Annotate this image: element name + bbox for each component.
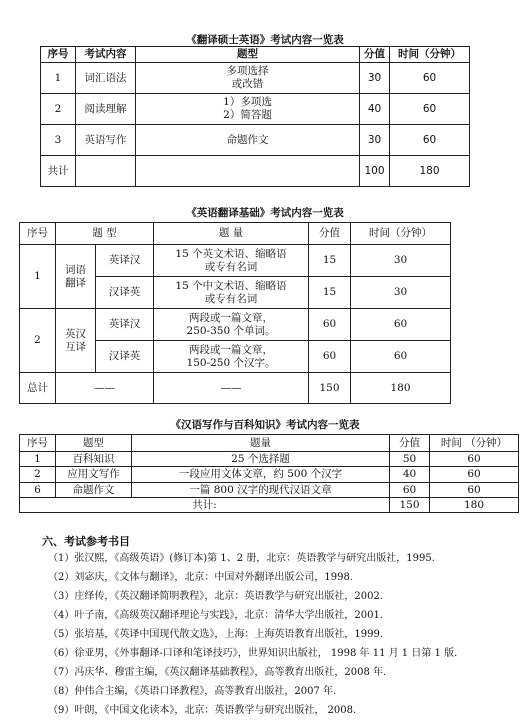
total-label: 共计: bbox=[20, 498, 390, 513]
table-row bbox=[20, 483, 519, 498]
reference-item: （2）刘宓庆，《文体与翻译》，北京：中国对外翻译出版公司，1998. bbox=[48, 572, 353, 583]
row-type: 百科知识 bbox=[56, 452, 132, 467]
qty-line: 两段或一篇文章， bbox=[189, 311, 273, 324]
total-dash: —— bbox=[56, 373, 154, 404]
group-category bbox=[56, 245, 96, 309]
row-sub: 英译汉 bbox=[96, 309, 154, 341]
reference-item: （7）冯庆华、穆雷主编，《英汉翻译基础教程》，高等教育出版社，2008 年. bbox=[48, 667, 387, 678]
total-label: 共计 bbox=[41, 156, 76, 187]
header-score: 分值 bbox=[309, 223, 351, 245]
header-time: 时间（分钟） bbox=[390, 47, 470, 63]
qty-line: 或专有名词 bbox=[204, 292, 258, 305]
row-score: 40 bbox=[360, 94, 390, 125]
row-score: 15 bbox=[309, 277, 351, 309]
table-total-row bbox=[41, 156, 470, 187]
row-sub: 汉译英 bbox=[96, 341, 154, 373]
type-line: 或改错 bbox=[231, 78, 264, 90]
references-heading: 六、考试参考书目 bbox=[42, 535, 130, 548]
row-qty: 一篇 800 汉字的现代汉语文章 bbox=[132, 483, 390, 498]
qty-line: 或专有名词 bbox=[204, 260, 258, 273]
total-time: 180 bbox=[390, 156, 470, 187]
category-line: 英汉 bbox=[65, 327, 86, 340]
row-score: 50 bbox=[390, 452, 430, 467]
group-no: 1 bbox=[20, 245, 56, 309]
row-no: 1 bbox=[41, 63, 76, 94]
row-type: 命题作文 bbox=[136, 125, 360, 156]
row-sub: 汉译英 bbox=[96, 277, 154, 309]
row-time: 60 bbox=[351, 309, 451, 341]
table-row bbox=[20, 245, 451, 277]
total-time: 180 bbox=[351, 373, 451, 404]
header-type: 题型 bbox=[56, 435, 132, 452]
row-time: 60 bbox=[430, 483, 519, 498]
table3 bbox=[19, 434, 519, 513]
total-dash: —— bbox=[154, 373, 309, 404]
row-time: 60 bbox=[430, 467, 519, 483]
table3-title: 《汉语写作与百科知识》考试内容一览表 bbox=[170, 419, 360, 431]
table-row bbox=[20, 467, 519, 483]
header-score: 分值 bbox=[360, 47, 390, 63]
qty-line: 250-350 个单词。 bbox=[186, 324, 276, 337]
row-qty bbox=[154, 309, 309, 341]
header-time: 时间 （分钟） bbox=[430, 435, 519, 452]
header-qty: 题量 bbox=[132, 435, 390, 452]
table-row bbox=[20, 309, 451, 341]
total-score: 150 bbox=[390, 498, 430, 513]
table2-header-row bbox=[20, 223, 451, 245]
row-score: 60 bbox=[390, 483, 430, 498]
header-type: 题 型 bbox=[56, 223, 154, 245]
header-time: 时间（分钟） bbox=[351, 223, 451, 245]
row-time: 60 bbox=[430, 452, 519, 467]
category-line: 词语 bbox=[65, 263, 86, 276]
table1-header-row bbox=[41, 47, 470, 63]
row-type: 命题作文 bbox=[56, 483, 132, 498]
qty-line: 15 个中文术语、缩略语 bbox=[175, 279, 287, 292]
total-score: 100 bbox=[360, 156, 390, 187]
qty-line: 两段或一篇文章， bbox=[189, 343, 273, 356]
type-line: 1）多项选 bbox=[223, 96, 272, 108]
row-time: 60 bbox=[351, 341, 451, 373]
row-content: 英语写作 bbox=[76, 125, 136, 156]
row-no: 3 bbox=[41, 125, 76, 156]
row-no: 1 bbox=[20, 452, 56, 467]
total-score: 150 bbox=[309, 373, 351, 404]
qty-line: 15 个英文术语、缩略语 bbox=[175, 247, 287, 260]
group-category bbox=[56, 309, 96, 373]
table-row bbox=[41, 63, 470, 94]
row-score: 15 bbox=[309, 245, 351, 277]
table-row bbox=[41, 125, 470, 156]
row-time: 60 bbox=[390, 63, 470, 94]
type-line: 2）简答题 bbox=[223, 109, 272, 121]
header-no: 序号 bbox=[20, 435, 56, 452]
reference-item: （5）张培基，《英译中国现代散文选》，上海：上海英语教育出版社，1999. bbox=[48, 629, 383, 640]
row-sub: 英译汉 bbox=[96, 245, 154, 277]
row-qty: 25 个选择题 bbox=[132, 452, 390, 467]
row-time: 60 bbox=[390, 125, 470, 156]
row-score: 60 bbox=[309, 309, 351, 341]
row-no: 2 bbox=[20, 467, 56, 483]
row-score: 30 bbox=[360, 63, 390, 94]
header-score: 分值 bbox=[390, 435, 430, 452]
empty-cell bbox=[136, 156, 360, 187]
row-qty: 一段应用文体文章，约 500 个汉字 bbox=[132, 467, 390, 483]
reference-item: （9）叶朗，《中国文化读本》，北京：英语教学与研究出版社， 2008. bbox=[48, 705, 357, 716]
reference-item: （4）叶子南，《高级英汉翻译理论与实践》，北京：清华大学出版社，2001. bbox=[48, 610, 383, 621]
reference-item: （8）仲伟合主编，《英语口译教程》，高等教育出版社，2007 年. bbox=[48, 686, 337, 697]
row-type bbox=[136, 63, 360, 94]
row-time: 60 bbox=[390, 94, 470, 125]
row-score: 30 bbox=[360, 125, 390, 156]
group-no: 2 bbox=[20, 309, 56, 373]
table-row bbox=[20, 452, 519, 467]
row-time: 30 bbox=[351, 245, 451, 277]
table-total-row bbox=[20, 373, 451, 404]
total-time: 180 bbox=[430, 498, 519, 513]
empty-cell bbox=[76, 156, 136, 187]
header-qty: 题 量 bbox=[154, 223, 309, 245]
table3-header-row bbox=[20, 435, 519, 452]
row-score: 40 bbox=[390, 467, 430, 483]
row-score: 60 bbox=[309, 341, 351, 373]
header-type: 题型 bbox=[136, 47, 360, 63]
header-content: 考试内容 bbox=[76, 47, 136, 63]
row-content: 阅读理解 bbox=[76, 94, 136, 125]
reference-item: （1）张汉熙，《高级英语》(修订本)第 1、2 册，北京：英语教学与研究出版社，1995. bbox=[48, 553, 435, 564]
row-qty bbox=[154, 277, 309, 309]
row-type bbox=[136, 94, 360, 125]
table-row bbox=[41, 94, 470, 125]
row-time: 30 bbox=[351, 277, 451, 309]
table1-title: 《翻译硕士英语》考试内容一览表 bbox=[186, 34, 344, 46]
table-total-row bbox=[20, 498, 519, 513]
row-type: 应用文写作 bbox=[56, 467, 132, 483]
category-line: 翻译 bbox=[65, 276, 86, 289]
category-line: 互译 bbox=[65, 340, 86, 353]
row-qty bbox=[154, 245, 309, 277]
table2-title: 《英语翻译基础》考试内容一览表 bbox=[186, 207, 344, 219]
row-no: 6 bbox=[20, 483, 56, 498]
total-label: 总计 bbox=[20, 373, 56, 404]
reference-item: （6）徐亚男，《外事翻译-口译和笔译技巧》，世界知识出版社， 1998 年 11 月 1 日第 1 版. bbox=[48, 648, 458, 659]
table1 bbox=[40, 46, 470, 187]
reference-item: （3）庄绎传，《英汉翻译简明教程》，北京：英语教学与研究出版社，2002. bbox=[48, 591, 383, 602]
row-no: 2 bbox=[41, 94, 76, 125]
type-line: 多项选择 bbox=[226, 65, 269, 77]
header-no: 序号 bbox=[20, 223, 56, 245]
table2 bbox=[19, 222, 451, 404]
references-list bbox=[48, 549, 526, 720]
row-content: 词汇语法 bbox=[76, 63, 136, 94]
row-qty bbox=[154, 341, 309, 373]
qty-line: 150-250 个汉字。 bbox=[186, 356, 276, 369]
header-no: 序号 bbox=[41, 47, 76, 63]
